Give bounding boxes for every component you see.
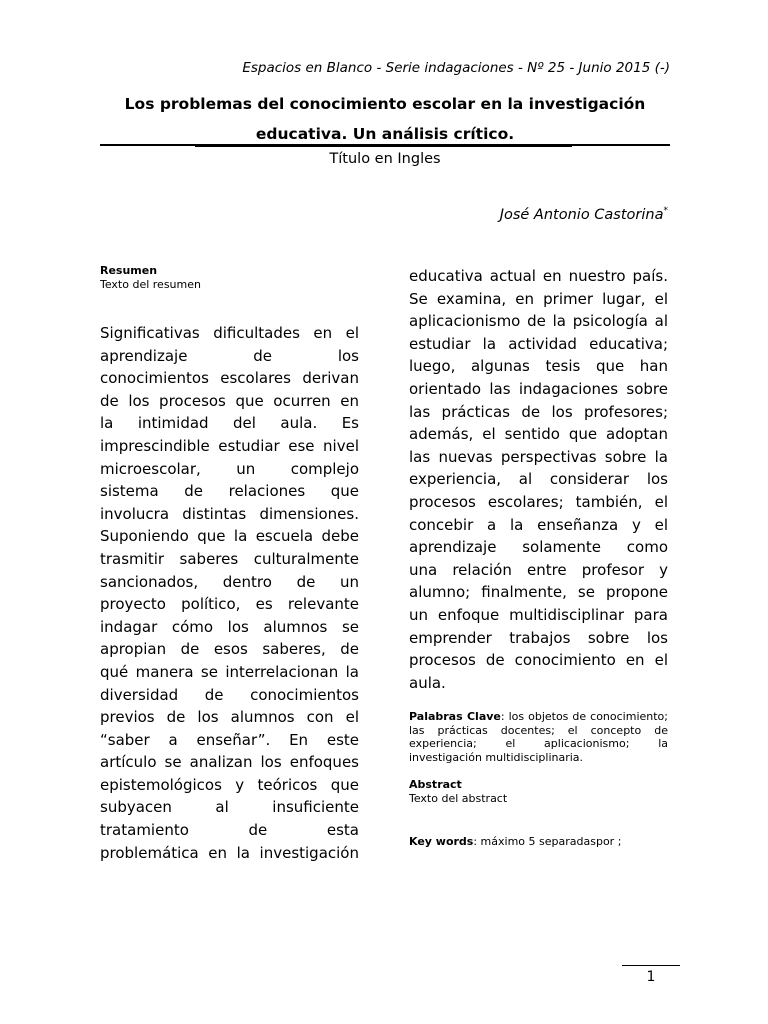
english-title: Título en Ingles — [329, 151, 441, 167]
body-line: diversidad de conocimientos — [100, 685, 359, 704]
article-title-line-2: educativa. Un análisis crítico. — [255, 125, 515, 143]
body-line: alumno; finalmente, se propone — [409, 583, 668, 602]
resumen-heading: Resumen — [100, 264, 158, 277]
page-number: 1 — [646, 969, 656, 985]
body-line: proyecto político, es relevante — [100, 595, 359, 614]
body-line: las prácticas de los profesores; — [409, 402, 668, 421]
resumen-text: Texto del resumen — [100, 278, 201, 291]
body-line: orientado las indagaciones sobre — [409, 379, 668, 398]
body-line: conocimientos escolares derivan — [100, 369, 359, 388]
body-line: Se examina, en primer lugar, el — [409, 289, 668, 308]
body-line: apropian de esos saberes, de — [100, 640, 359, 659]
body-line: trasmitir saberes culturalmente — [100, 549, 359, 568]
body-line: la intimidad del aula. Es — [100, 414, 359, 433]
body-line: un enfoque multidisciplinar para — [409, 605, 668, 624]
author-line — [300, 207, 668, 223]
body-line: sancionados, dentro de un — [100, 572, 359, 591]
body-line: sistema de relaciones que — [100, 482, 359, 501]
body-line: aplicacionismo de la psicología al — [409, 312, 668, 331]
body-line: procesos de conocimiento en el — [409, 651, 668, 670]
body-line: involucra distintas dimensiones. — [100, 504, 359, 523]
body-line: procesos escolares; también, el — [409, 492, 668, 511]
palabras-clave-text: : los objetos de conocimiento; las prácticas docentes; el concepto de experiencia; el aplicacionismo; la investigación multidisciplinaria. — [409, 710, 668, 764]
key-words-text: : máximo 5 separadaspor ; — [473, 835, 622, 848]
body-line: estudiar la actividad educativa; — [409, 334, 668, 353]
body-line: microescolar, un complejo — [100, 459, 359, 478]
body-column-right — [409, 265, 668, 694]
body-line: subyacen al insuficiente — [100, 798, 359, 817]
body-line: experiencia, al considerar los — [409, 470, 668, 489]
palabras-clave-label: Palabras Clave — [409, 710, 501, 723]
body-line: además, el sentido que adoptan — [409, 425, 668, 444]
body-line: una relación entre profesor y — [409, 560, 668, 579]
palabras-clave — [409, 710, 668, 764]
body-line: indagar cómo los alumnos se — [100, 617, 359, 636]
body-line: “saber a enseñar”. En este — [100, 730, 359, 749]
journal-header: Espacios en Blanco - Serie indagaciones - Nº 25 - Junio 2015 (-) — [242, 60, 670, 76]
body-column-left — [100, 322, 359, 864]
abstract-text: Texto del abstract — [409, 792, 508, 805]
key-words — [409, 835, 621, 848]
footer-rule — [622, 965, 680, 966]
key-words-label: Key words — [409, 835, 474, 848]
author-footnote-mark: * — [663, 206, 668, 217]
body-line: imprescindible estudiar ese nivel — [100, 436, 359, 455]
body-line: luego, algunas tesis que han — [409, 357, 668, 376]
body-line: tratamiento de esta — [100, 821, 359, 840]
body-line: artículo se analizan los enfoques — [100, 753, 359, 772]
body-line: aprendizaje solamente como — [409, 538, 668, 557]
body-line: concebir a la enseñanza y el — [409, 515, 668, 534]
body-line: emprender trabajos sobre los — [409, 628, 668, 647]
body-line: Suponiendo que la escuela debe — [100, 527, 359, 546]
body-line: epistemológicos y teóricos que — [100, 775, 359, 794]
abstract-heading: Abstract — [409, 778, 462, 791]
body-line: Significativas dificultades en el — [100, 324, 359, 342]
body-line: aprendizaje de los — [100, 346, 359, 365]
author-name: José Antonio Castorina — [499, 207, 664, 223]
article-title — [100, 89, 670, 149]
article-title-line-1: Los problemas del conocimiento escolar en la investigación — [124, 95, 646, 113]
body-line: de los procesos que ocurren en — [100, 391, 359, 410]
body-line: las nuevas perspectivas sobre la — [409, 447, 668, 466]
title-rule-accent — [195, 144, 572, 147]
body-line: qué manera se interrelacionan la — [100, 662, 359, 681]
body-line: problemática en la investigación — [100, 843, 359, 862]
body-line: educativa actual en nuestro país. — [409, 267, 668, 285]
body-line: aula. — [409, 673, 446, 692]
body-line: previos de los alumnos con el — [100, 708, 359, 727]
